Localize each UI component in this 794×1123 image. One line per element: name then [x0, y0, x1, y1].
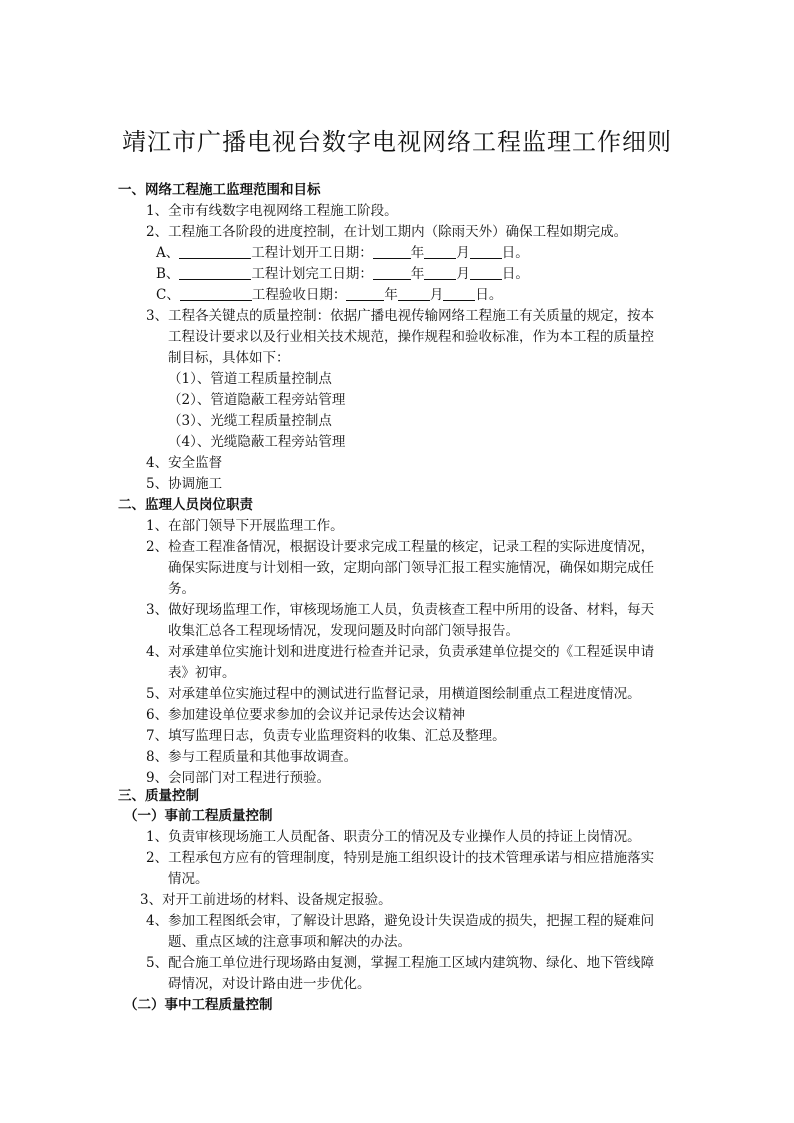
- day-label: 日。: [501, 245, 529, 261]
- s2-item-4-line-2: 表》初审。: [168, 665, 236, 681]
- document-title: 靖江市广播电视台数字电视网络工程监理工作细则: [122, 128, 672, 156]
- month-label: 月: [456, 266, 470, 282]
- s1-sub-item-4: （4）、光缆隐蔽工程旁站管理: [168, 434, 346, 450]
- date-b-label: 工程计划完工日期：: [251, 266, 373, 282]
- s1-item-3-line-2: 工程设计要求以及行业相关技术规范，操作规程和验收标准，作为本工程的质量控: [168, 329, 654, 345]
- s2-item-2-line-3: 务。: [168, 581, 195, 597]
- s1-sub-item-1: （1）、管道工程质量控制点: [168, 371, 332, 387]
- section-1-heading: 一、网络工程施工监理范围和目标: [118, 182, 321, 198]
- s2-item-2-line-2: 确保实际进度与计划相一致，定期向部门领导汇报工程实施情况，确保如期完成任: [168, 560, 654, 576]
- day-blank: [443, 286, 475, 301]
- date-c-prefix: C、: [156, 287, 180, 303]
- day-blank: [470, 265, 502, 280]
- month-blank: [398, 286, 430, 301]
- section-3-heading: 三、质量控制: [118, 788, 199, 804]
- month-blank: [424, 244, 456, 259]
- s2-item-6: 6、参加建设单位要求参加的会议并记录传达会议精神: [146, 707, 466, 723]
- date-c-label: 工程验收日期：: [251, 287, 347, 303]
- day-blank: [470, 244, 502, 259]
- s1-item-3-line-1: 3、工程各关键点的质量控制：依据广播电视传输网络工程施工有关质量的规定，按本: [146, 308, 655, 324]
- s2-item-5: 5、对承建单位实施过程中的测试进行监督记录，用横道图绘制重点工程进度情况。: [146, 686, 641, 702]
- s1-date-line-c: [156, 285, 502, 306]
- s1-item-5: 5、协调施工: [146, 476, 223, 492]
- day-label: 日。: [475, 287, 503, 303]
- s3-item-4-line-2: 题、重点区域的注意事项和解决的办法。: [168, 934, 411, 950]
- year-label: 年: [410, 245, 425, 261]
- day-label: 日。: [501, 266, 529, 282]
- s3-item-5-line-1: 5、配合施工单位进行现场路由复测，掌握工程施工区域内建筑物、绿化、地下管线障: [146, 955, 655, 971]
- year-label: 年: [410, 266, 425, 282]
- s3-item-4-line-1: 4、参加工程图纸会审，了解设计思路，避免设计失误造成的损失，把握工程的疑难问: [146, 913, 655, 929]
- year-blank: [373, 244, 411, 259]
- year-label: 年: [384, 287, 398, 303]
- month-blank: [424, 265, 456, 280]
- s1-item-4: 4、安全监督: [146, 455, 223, 471]
- date-a-prefix: A、: [156, 245, 180, 261]
- month-label: 月: [429, 287, 444, 303]
- s2-item-8: 8、参与工程质量和其他事故调查。: [146, 749, 358, 765]
- s2-item-1: 1、在部门领导下开展监理工作。: [146, 518, 344, 534]
- date-a-label: 工程计划开工日期：: [251, 245, 373, 261]
- section-2-heading: 二、监理人员岗位职责: [118, 497, 253, 513]
- date-b-blank: [179, 265, 251, 280]
- s1-sub-item-2: （2）、管道隐蔽工程旁站管理: [168, 392, 346, 408]
- s1-item-3-line-3: 制目标，具体如下：: [168, 350, 290, 366]
- s2-item-2-line-1: 2、检查工程准备情况，根据设计要求完成工程量的核定，记录工程的实际进度情况，: [146, 539, 655, 555]
- date-c-blank: [180, 286, 252, 301]
- s1-item-2: 2、工程施工各阶段的进度控制，在计划工期内（除雨天外）确保工程如期完成。: [146, 224, 628, 240]
- s3-item-2-line-2: 情况。: [168, 871, 209, 887]
- s3-item-2-line-1: 2、工程承包方应有的管理制度，特别是施工组织设计的技术管理承诺与相应措施落实: [146, 850, 655, 866]
- date-a-blank: [179, 244, 251, 259]
- month-label: 月: [456, 245, 470, 261]
- s3-subheading-b: （二）事中工程质量控制: [124, 997, 273, 1013]
- s2-item-3-line-1: 3、做好现场监理工作，审核现场施工人员，负责核查工程中所用的设备、材料，每天: [146, 602, 655, 618]
- s2-item-3-line-2: 收集汇总各工程现场情况，发现问题及时向部门领导报告。: [168, 623, 519, 639]
- s3-item-1: 1、负责审核现场施工人员配备、职责分工的情况及专业操作人员的持证上岗情况。: [146, 829, 641, 845]
- s3-subheading-a: （一）事前工程质量控制: [124, 808, 273, 824]
- s3-item-5-line-2: 碍情况，对设计路由进一步优化。: [168, 976, 371, 992]
- s1-item-1: 1、全市有线数字电视网络工程施工阶段。: [146, 203, 398, 219]
- date-b-prefix: B、: [156, 266, 180, 282]
- s1-date-line-b: [156, 264, 529, 285]
- s2-item-4-line-1: 4、对承建单位实施计划和进度进行检查并记录，负责承建单位提交的《工程延误申请: [146, 644, 655, 660]
- s1-date-line-a: [156, 243, 529, 264]
- s3-item-3: 3、对开工前进场的材料、设备规定报验。: [140, 892, 392, 908]
- year-blank: [346, 286, 384, 301]
- s2-item-7: 7、填写监理日志，负责专业监理资料的收集、汇总及整理。: [146, 728, 506, 744]
- s1-sub-item-3: （3）、光缆工程质量控制点: [168, 413, 332, 429]
- year-blank: [373, 265, 411, 280]
- s2-item-9: 9、会同部门对工程进行预验。: [146, 770, 331, 786]
